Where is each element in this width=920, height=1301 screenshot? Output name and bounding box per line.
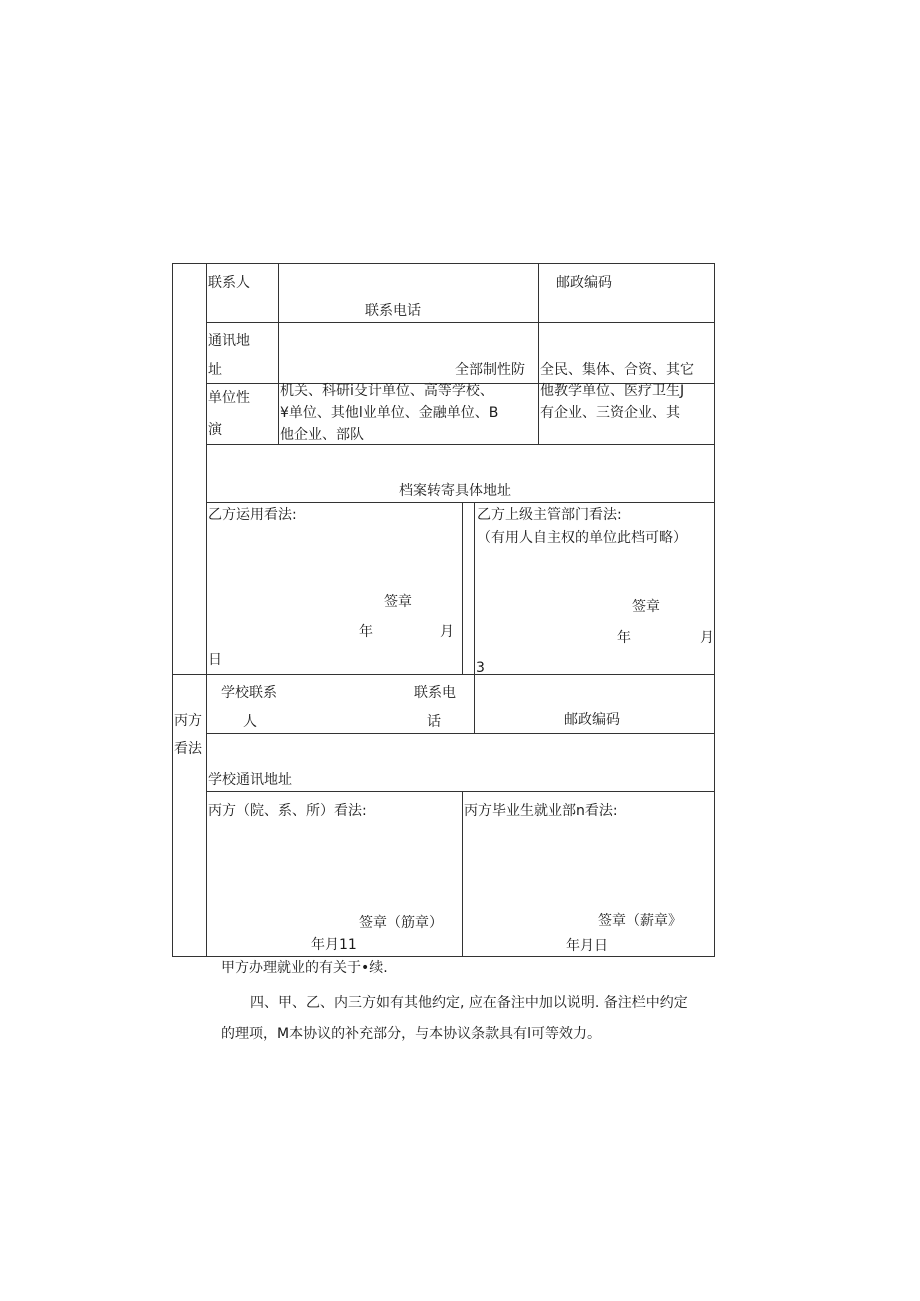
table-border-left	[172, 263, 173, 957]
body-text-line2: 四、甲、乙、内三方如有其他约定, 应在备注中加以说明. 备注栏中约定	[250, 995, 688, 1011]
employer-date-year: 年	[359, 624, 373, 640]
col-divider	[278, 263, 279, 444]
employment-opinion-label: 丙方毕业生就业部n看法:	[464, 803, 618, 819]
dept-opinion-label: 丙方（院、系、所）看法:	[208, 803, 367, 819]
body-text-line1: 甲方办理就业的有关于•续.	[221, 960, 388, 976]
school-contact-person-line1: 学校联系	[221, 685, 277, 701]
body-text-line3: 的理项，M本协议的补充部分，与本协议条款具有l可等效力。	[221, 1026, 601, 1042]
side-column-divider	[206, 263, 207, 957]
contact-person-label: 联系人	[208, 275, 250, 291]
table-border-bottom	[172, 956, 715, 957]
col-divider	[462, 791, 463, 956]
school-side-label-line2: 看法	[174, 741, 202, 757]
employment-signature-label: 签章（薪章》	[598, 913, 682, 929]
row-divider	[206, 322, 715, 323]
unit-types-right-line1: 他教学单位、医疗卫生J	[540, 383, 685, 399]
employer-signature-label: 签章	[384, 594, 412, 610]
row-divider	[206, 791, 715, 792]
row-divider	[206, 733, 715, 734]
contact-phone-label: 联系电话	[365, 303, 421, 319]
unit-types-line2: ¥单位、其他l业单位、金融单位、B	[280, 405, 499, 421]
unit-types-line3: 他企业、部队	[280, 427, 364, 443]
employer-date-day: 日	[208, 652, 222, 668]
col-divider	[538, 263, 539, 444]
unit-nature-label-line2: 演	[208, 422, 222, 438]
superior-opinion-label: 乙方上级主管部门看法:	[477, 507, 622, 523]
unit-nature-label-line1: 单位性	[208, 390, 250, 406]
school-address-label: 学校通讯地址	[208, 772, 292, 788]
address-label-line1: 通讯地	[208, 333, 250, 349]
employment-date: 年月日	[566, 938, 608, 954]
employer-opinion-label: 乙方运用看法:	[208, 507, 297, 523]
school-contact-person-line2: 人	[243, 714, 257, 730]
school-side-label-line1: 丙方	[174, 713, 202, 729]
table-border-right	[714, 263, 715, 957]
dept-signature-label: 签章（筋章）	[359, 915, 443, 931]
unit-types-line1: 机关、科研i殳计单位、高等学校、	[280, 383, 494, 399]
school-postal-code-label: 邮政编码	[564, 712, 620, 728]
archive-address-label: 档案转寄具体地址	[399, 483, 511, 499]
section-divider	[172, 674, 715, 675]
postal-code-label: 邮政编码	[556, 275, 612, 291]
col-divider	[462, 502, 463, 674]
unit-types-right-line2: 有企业、三资企业、其	[540, 405, 680, 421]
ownership-options: 全民、集体、合资、其它	[540, 362, 694, 378]
school-contact-phone-line1: 联系电	[414, 685, 456, 701]
address-label-line2: 址	[208, 362, 222, 378]
superior-signature-label: 签章	[632, 599, 660, 615]
superior-date-year: 年	[617, 630, 631, 646]
employer-date-month: 月	[440, 624, 454, 640]
row-divider	[206, 502, 715, 503]
superior-date-month: 月	[700, 630, 714, 646]
row-divider	[206, 444, 715, 445]
col-divider	[474, 502, 475, 733]
dept-date: 年月11	[311, 937, 357, 953]
school-contact-phone-line2: 话	[427, 714, 441, 730]
table-border-top	[172, 263, 715, 264]
ownership-label: 全部制性防	[455, 362, 525, 378]
superior-opinion-note: （有用人自主权的单位此档可略）	[477, 530, 687, 546]
superior-date-day: 3	[476, 660, 485, 676]
